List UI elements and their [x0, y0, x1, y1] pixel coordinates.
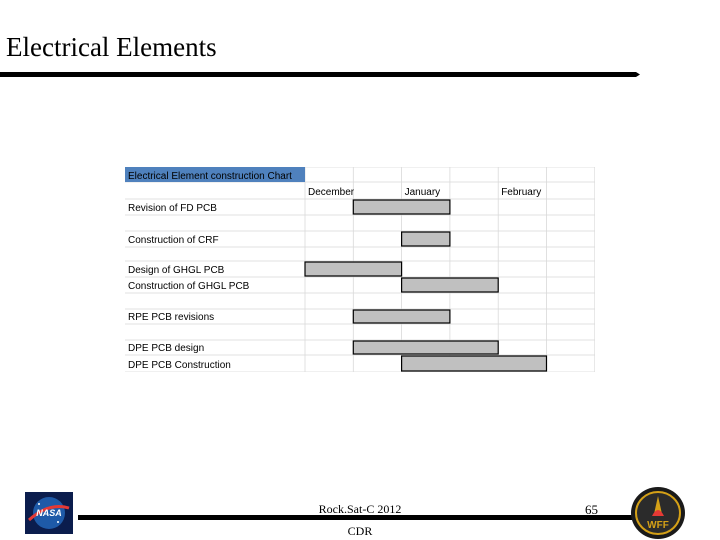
gantt-chart [125, 167, 595, 372]
month-label: December [308, 187, 355, 198]
task-label: Construction of GHGL PCB [128, 281, 250, 292]
gantt-bar [353, 310, 450, 323]
gantt-bar [305, 262, 402, 276]
gantt-bar [402, 278, 499, 292]
gantt-bar [402, 232, 450, 246]
gantt-bar [353, 341, 498, 354]
chart-title: Electrical Element construction Chart [128, 171, 292, 182]
wff-logo-text: WFF [647, 520, 669, 531]
task-label: DPE PCB design [128, 343, 205, 354]
month-label: February [501, 187, 542, 198]
task-label: RPE PCB revisions [128, 312, 215, 323]
wff-logo-icon [630, 486, 686, 540]
gantt-bars [305, 200, 547, 371]
month-header-labels [308, 187, 541, 198]
footer-mission-name: Rock.Sat-C 2012 [318, 502, 402, 516]
gantt-bar [353, 200, 450, 214]
footer-review-name: CDR [347, 524, 373, 538]
page-number: 65 [585, 502, 598, 517]
nasa-logo-icon [25, 492, 73, 534]
title-underline [0, 71, 640, 78]
task-label: Design of GHGL PCB [128, 265, 225, 276]
nasa-logo-text: NASA [36, 508, 62, 518]
month-label: January [404, 187, 441, 198]
gantt-bar [402, 356, 547, 371]
slide-title: Electrical Elements [6, 32, 217, 62]
task-label: Construction of CRF [128, 235, 219, 246]
task-labels [128, 203, 250, 371]
task-label: Revision of FD PCB [128, 203, 217, 214]
task-label: DPE PCB Construction [128, 360, 231, 371]
